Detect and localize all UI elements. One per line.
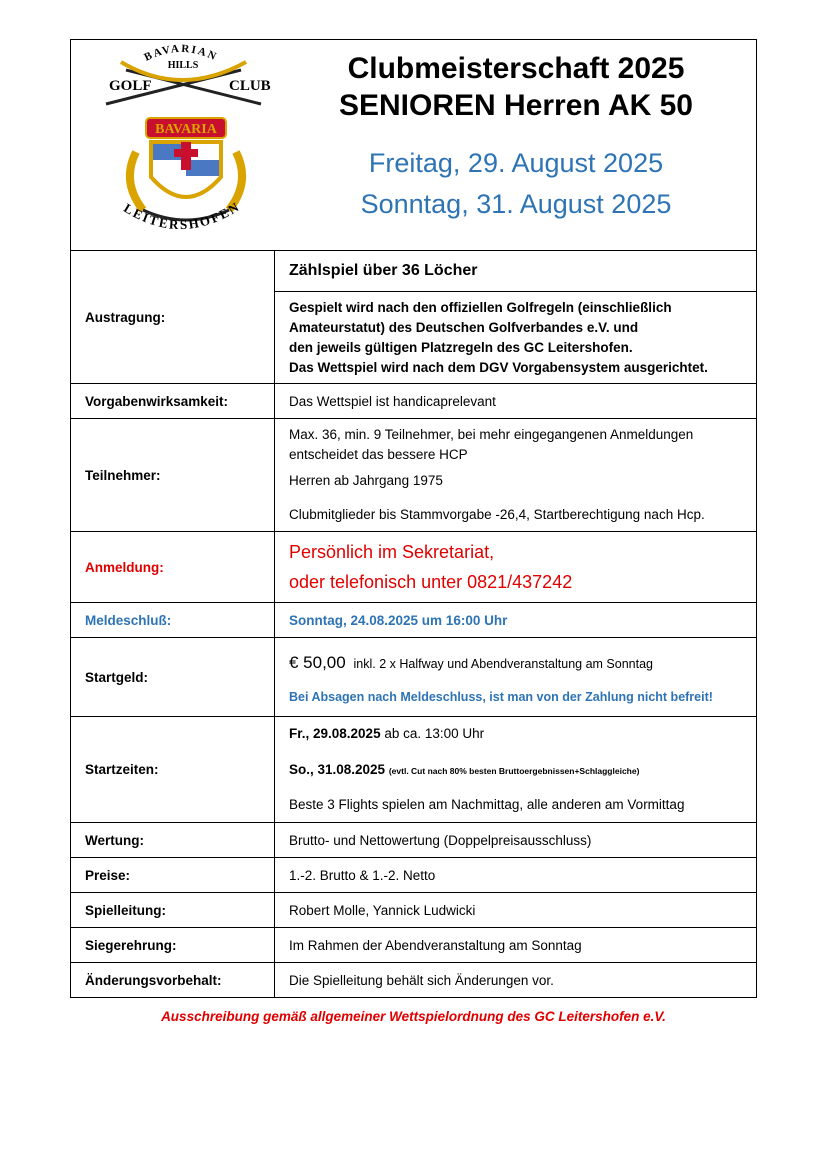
value-aenderung: Die Spielleitung behält sich Änderungen vor.	[275, 963, 757, 998]
label-meldeschluss: Meldeschluß:	[71, 603, 275, 638]
date-sunday: Sonntag, 31. August 2025	[360, 189, 672, 219]
tournament-announcement	[70, 39, 756, 998]
label-preise: Preise:	[71, 858, 275, 893]
value-rules	[275, 292, 757, 384]
club-logo	[81, 42, 281, 248]
label-austragung: Austragung:	[71, 251, 275, 384]
rules-line: Das Wettspiel wird nach dem DGV Vorgabensystem ausgerichtet.	[289, 359, 708, 375]
date-friday: Freitag, 29. August 2025	[368, 148, 664, 178]
teilnehmer-line: Herren ab Jahrgang 1975	[289, 473, 443, 488]
startzeit-so-note: (evtl. Cut nach 80% besten Bruttoergebnissen+Schlaggleiche)	[388, 766, 640, 776]
value-wertung: Brutto- und Nettowertung (Doppelpreisausschluss)	[275, 823, 757, 858]
startgeld-note: Bei Absagen nach Meldeschluss, ist man von der Zahlung nicht befreit!	[289, 689, 713, 704]
label-startgeld: Startgeld:	[71, 638, 275, 717]
value-preise: 1.-2. Brutto & 1.-2. Netto	[275, 858, 757, 893]
teilnehmer-line: Clubmitglieder bis Stammvorgabe -26,4, Startberechtigung nach Hcp.	[289, 507, 705, 522]
startgeld-amount: € 50,00	[289, 652, 346, 672]
anmeldung-line: Persönlich im Sekretariat,	[289, 542, 495, 562]
label-spielleitung: Spielleitung:	[71, 893, 275, 928]
startzeit-fr-time: ab ca. 13:00 Uhr	[384, 726, 485, 741]
label-startzeiten: Startzeiten:	[71, 717, 275, 823]
teilnehmer-line: entscheidet das bessere HCP	[289, 447, 468, 462]
page-subtitle: SENIOREN Herren AK 50	[339, 89, 693, 122]
header-cell	[71, 40, 757, 251]
logo-bottom-arc-text: LEITERSHOFEN	[121, 198, 243, 233]
label-anmeldung: Anmeldung:	[71, 532, 275, 603]
label-siegerehrung: Siegerehrung:	[71, 928, 275, 963]
label-teilnehmer: Teilnehmer:	[71, 419, 275, 532]
logo-cross-beam	[174, 149, 198, 157]
rules-line: den jeweils gültigen Platzregeln des GC Leitershofen.	[289, 339, 633, 355]
value-anmeldung	[275, 532, 757, 603]
anmeldung-line: oder telefonisch unter 0821/437242	[289, 572, 573, 592]
value-spielleitung: Robert Molle, Yannick Ludwicki	[275, 893, 757, 928]
startzeit-flights: Beste 3 Flights spielen am Nachmittag, alle anderen am Vormittag	[289, 797, 685, 812]
value-startzeiten	[275, 717, 757, 823]
logo-banner-text: BAVARIA	[155, 122, 217, 137]
value-teilnehmer	[275, 419, 757, 532]
logo-scroll-left	[130, 152, 143, 210]
value-meldeschluss: Sonntag, 24.08.2025 um 16:00 Uhr	[275, 603, 757, 638]
rules-line: Amateurstatut) des Deutschen Golfverbandes e.V. und	[289, 319, 639, 335]
logo-hills-text: HILLS	[167, 60, 199, 71]
label-vorgaben: Vorgabenwirksamkeit:	[71, 384, 275, 419]
logo-top-arc-text: BAVARIAN	[142, 42, 220, 64]
startzeit-so-date: So., 31.08.2025	[289, 762, 386, 777]
startgeld-detail: inkl. 2 x Halfway und Abendveranstaltung am Sonntag	[353, 656, 653, 671]
startzeit-fr-date: Fr., 29.08.2025	[289, 726, 381, 741]
label-wertung: Wertung:	[71, 823, 275, 858]
title-block	[276, 40, 756, 225]
logo-golf-text: GOLF	[109, 78, 152, 94]
value-startgeld	[275, 638, 757, 717]
announcement-table	[70, 39, 757, 998]
logo-club-text: CLUB	[229, 78, 271, 94]
value-siegerehrung: Im Rahmen der Abendveranstaltung am Sonntag	[275, 928, 757, 963]
footer-note: Ausschreibung gemäß allgemeiner Wettspielordnung des GC Leitershofen e.V.	[161, 1009, 666, 1024]
teilnehmer-line: Max. 36, min. 9 Teilnehmer, bei mehr eingegangenen Anmeldungen	[289, 427, 694, 442]
label-aenderung: Änderungsvorbehalt:	[71, 963, 275, 998]
value-vorgaben: Das Wettspiel ist handicaprelevant	[275, 384, 757, 419]
value-format	[275, 251, 757, 292]
rules-line: Gespielt wird nach den offiziellen Golfregeln (einschließlich	[289, 299, 672, 315]
page-title: Clubmeisterschaft 2025	[347, 52, 685, 85]
format-heading: Zählspiel über 36 Löcher	[289, 262, 478, 279]
